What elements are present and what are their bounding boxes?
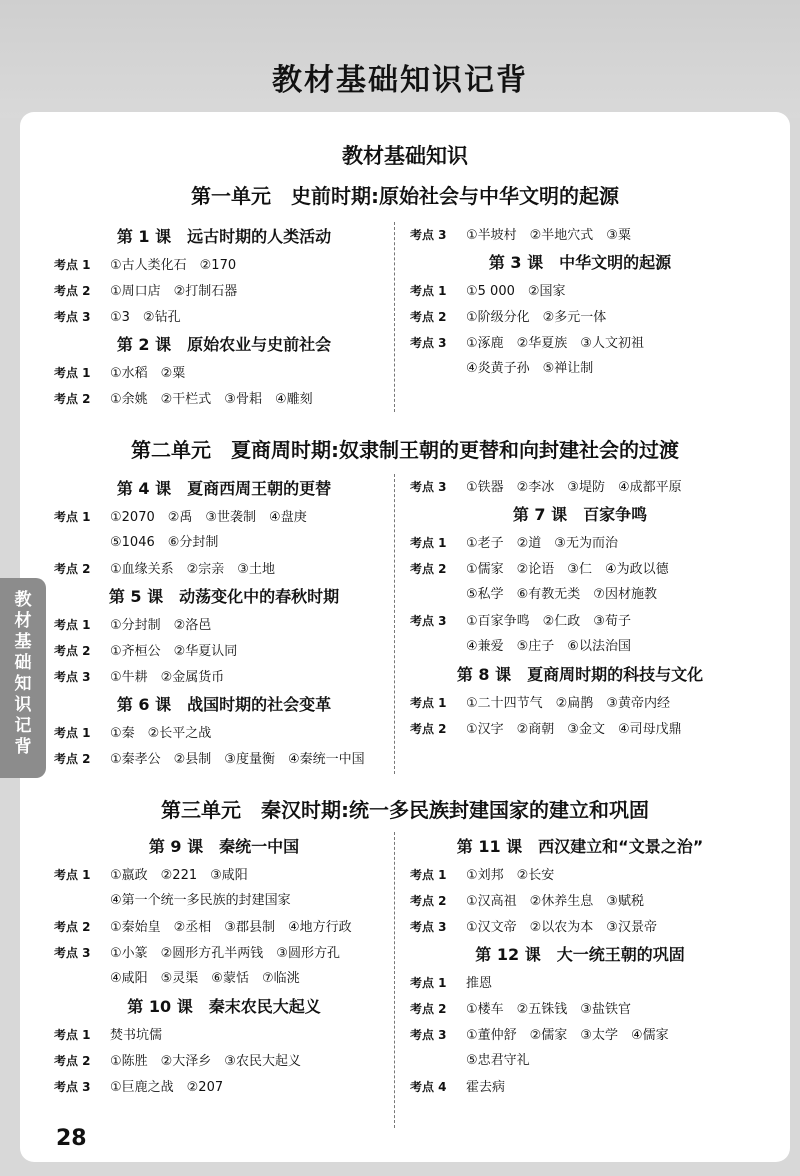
answer-row (410, 582, 750, 608)
lesson-title: 第 8 课 夏商周时期的科技与文化 (456, 665, 704, 684)
answer-row (54, 1022, 394, 1048)
banner-title: 教材基础知识记背 (272, 63, 528, 98)
side-tab-char: 础 (14, 653, 32, 673)
kaodian-label: 考点 2 (410, 1002, 447, 1016)
page-number: 28 (56, 1126, 87, 1151)
answer-row (410, 690, 750, 716)
lesson-title: 第 9 课 秦统一中国 (148, 837, 300, 856)
answer-row (54, 720, 394, 746)
answer-row (410, 996, 750, 1022)
kaodian-label: 考点 3 (410, 336, 447, 350)
answer-text: ①阶级分化 ②多元一体 (466, 310, 607, 325)
kaodian-label: 考点 1 (54, 510, 91, 524)
kaodian-label: 考点 3 (410, 920, 447, 934)
answer-row (410, 634, 750, 660)
kaodian-label: 考点 1 (54, 726, 91, 740)
lesson-title: 第 3 课 中华文明的起源 (488, 253, 672, 272)
kaodian-label: 考点 1 (410, 976, 447, 990)
answer-row (54, 556, 394, 582)
side-tab-char: 基 (14, 632, 32, 652)
answer-text: ①秦始皇 ②丞相 ③郡县制 ④地方行政 (110, 920, 352, 935)
answer-row (54, 360, 394, 386)
answer-text: ①秦孝公 ②县制 ③度量衡 ④秦统一中国 (110, 752, 365, 767)
answer-row (54, 252, 394, 278)
answer-text: ①余姚 ②干栏式 ③骨耜 ④雕刻 (110, 392, 313, 407)
kaodian-label: 考点 2 (410, 310, 447, 324)
lesson-title: 第 4 课 夏商西周王朝的更替 (116, 479, 332, 498)
kaodian-label: 考点 2 (54, 644, 91, 658)
answer-text: ①分封制 ②洛邑 (110, 618, 212, 633)
answer-row (410, 330, 750, 356)
lesson-title: 第 1 课 远古时期的人类活动 (116, 227, 332, 246)
answer-row (54, 966, 394, 992)
kaodian-label: 考点 2 (54, 1054, 91, 1068)
lesson-title: 第 7 课 百家争鸣 (512, 505, 648, 524)
answer-text: ①汉字 ②商朝 ③金文 ④司母戊鼎 (466, 722, 682, 737)
answer-text: ①嬴政 ②221 ③咸阳 (110, 868, 248, 883)
unit-2-right-column (410, 474, 750, 742)
answer-row (54, 862, 394, 888)
answer-text: ①5 000 ②国家 (466, 284, 566, 299)
side-tab-label (10, 590, 36, 758)
answer-text: ①3 ②钻孔 (110, 310, 181, 325)
kaodian-label: 考点 4 (410, 1080, 447, 1094)
answer-row (410, 278, 750, 304)
answer-row (410, 356, 750, 382)
answer-text: ①2070 ②禹 ③世袭制 ④盘庚 (110, 510, 307, 525)
answer-row (54, 530, 394, 556)
kaodian-label: 考点 2 (410, 894, 447, 908)
answer-text: ①汉高祖 ②休养生息 ③赋税 (466, 894, 644, 909)
answer-text: ④咸阳 ⑤灵渠 ⑥蒙恬 ⑦临洮 (110, 971, 300, 986)
answer-text: 推恩 (466, 976, 493, 991)
kaodian-label: 考点 1 (410, 868, 447, 882)
answer-row (410, 862, 750, 888)
answer-text: ①楼车 ②五铢钱 ③盐铁官 (466, 1002, 631, 1017)
side-tab-char: 知 (14, 674, 32, 694)
kaodian-label: 考点 2 (410, 562, 447, 576)
answer-text: ④兼爱 ⑤庄子 ⑥以法治国 (466, 639, 631, 654)
kaodian-label: 考点 2 (54, 920, 91, 934)
answer-row (410, 914, 750, 940)
lesson-title: 第 6 课 战国时期的社会变革 (116, 695, 332, 714)
answer-row (54, 612, 394, 638)
kaodian-label: 考点 2 (410, 722, 447, 736)
unit-1-title: 第一单元 史前时期:原始社会与中华文明的起源 (191, 184, 619, 208)
kaodian-label: 考点 1 (54, 618, 91, 632)
answer-text: ①半坡村 ②半地穴式 ③粟 (466, 228, 631, 243)
answer-text: ①小篆 ②圆形方孔半两钱 ③圆形方孔 (110, 946, 340, 961)
answer-row (54, 278, 394, 304)
answer-text: ①周口店 ②打制石器 (110, 284, 238, 299)
answer-text: ①古人类化石 ②170 (110, 258, 237, 273)
column-divider (394, 832, 395, 1128)
answer-row (410, 1074, 750, 1100)
answer-row (410, 608, 750, 634)
unit-2-title: 第二单元 夏商周时期:奴隶制王朝的更替和向封建社会的过渡 (131, 438, 679, 462)
kaodian-label: 考点 3 (410, 614, 447, 628)
lesson-title: 第 11 课 西汉建立和“文景之治” (456, 837, 704, 856)
answer-row (410, 556, 750, 582)
kaodian-label: 考点 1 (410, 696, 447, 710)
answer-row (410, 716, 750, 742)
answer-text: ①百家争鸣 ②仁政 ③荀子 (466, 614, 631, 629)
side-tab-char: 记 (14, 716, 32, 736)
answer-row (54, 664, 394, 690)
answer-text: ①血缘关系 ②宗亲 ③土地 (110, 562, 275, 577)
kaodian-label: 考点 3 (410, 480, 447, 494)
answer-text: ①儒家 ②论语 ③仁 ④为政以德 (466, 562, 669, 577)
kaodian-label: 考点 3 (410, 228, 447, 242)
kaodian-label: 考点 3 (54, 946, 91, 960)
side-tab-char: 材 (14, 611, 32, 631)
kaodian-label: 考点 1 (54, 366, 91, 380)
kaodian-label: 考点 3 (54, 310, 91, 324)
column-divider (394, 474, 395, 774)
answer-text: ①牛耕 ②金属货币 (110, 670, 225, 685)
kaodian-label: 考点 2 (54, 284, 91, 298)
answer-row (54, 304, 394, 330)
answer-text: ④炎黄子孙 ⑤禅让制 (466, 361, 594, 376)
lesson-title: 第 5 课 动荡变化中的春秋时期 (108, 587, 340, 606)
answer-row (410, 888, 750, 914)
answer-text: ①铁器 ②李冰 ③堤防 ④成都平原 (466, 480, 682, 495)
answer-text: ①刘邦 ②长安 (466, 868, 555, 883)
answer-row (54, 1074, 394, 1100)
answer-text: ①巨鹿之战 ②207 (110, 1080, 224, 1095)
answer-text: ①水稻 ②粟 (110, 366, 186, 381)
column-divider (394, 222, 395, 412)
answer-row (54, 386, 394, 412)
section-title: 教材基础知识 (342, 144, 468, 168)
answer-text: ①陈胜 ②大泽乡 ③农民大起义 (110, 1054, 301, 1069)
kaodian-label: 考点 2 (54, 392, 91, 406)
answer-text: ①老子 ②道 ③无为而治 (466, 536, 618, 551)
answer-row (54, 914, 394, 940)
answer-text: ①涿鹿 ②华夏族 ③人文初祖 (466, 336, 644, 351)
unit-3-title: 第三单元 秦汉时期:统一多民族封建国家的建立和巩固 (161, 798, 649, 822)
answer-text: ⑤1046 ⑥分封制 (110, 535, 219, 550)
unit-2-left-column (54, 474, 394, 772)
side-tab-char: 教 (14, 590, 32, 610)
answer-text: ①秦 ②长平之战 (110, 726, 212, 741)
kaodian-label: 考点 1 (410, 536, 447, 550)
answer-text: ①齐桓公 ②华夏认同 (110, 644, 238, 659)
answer-text: ①汉文帝 ②以农为本 ③汉景帝 (466, 920, 657, 935)
answer-row (410, 222, 750, 248)
answer-text: 霍去病 (466, 1080, 506, 1095)
answer-row (54, 746, 394, 772)
answer-text: ⑤私学 ⑥有教无类 ⑦因材施教 (466, 587, 657, 602)
answer-row (54, 638, 394, 664)
answer-row (54, 888, 394, 914)
lesson-title: 第 10 课 秦末农民大起义 (127, 997, 321, 1016)
kaodian-label: 考点 1 (54, 258, 91, 272)
answer-text: ①董仲舒 ②儒家 ③太学 ④儒家 (466, 1028, 669, 1043)
kaodian-label: 考点 2 (54, 562, 91, 576)
kaodian-label: 考点 3 (54, 670, 91, 684)
side-tab-char: 背 (14, 737, 32, 757)
answer-text: ⑤忠君守礼 (466, 1053, 530, 1068)
answer-row (410, 474, 750, 500)
unit-3-left-column (54, 832, 394, 1100)
answer-row (410, 1022, 750, 1048)
answer-text: 焚书坑儒 (110, 1028, 163, 1043)
unit-1-left-column (54, 222, 394, 412)
answer-row (410, 530, 750, 556)
kaodian-label: 考点 1 (54, 868, 91, 882)
side-tab-char: 识 (14, 695, 32, 715)
lesson-title: 第 2 课 原始农业与史前社会 (116, 335, 332, 354)
kaodian-label: 考点 1 (410, 284, 447, 298)
answer-row (410, 970, 750, 996)
kaodian-label: 考点 3 (410, 1028, 447, 1042)
answer-row (410, 304, 750, 330)
kaodian-label: 考点 2 (54, 752, 91, 766)
kaodian-label: 考点 1 (54, 1028, 91, 1042)
kaodian-label: 考点 3 (54, 1080, 91, 1094)
answer-row (54, 940, 394, 966)
answer-text: ①二十四节气 ②扁鹊 ③黄帝内经 (466, 696, 670, 711)
answer-row (54, 1048, 394, 1074)
answer-row (410, 1048, 750, 1074)
answer-row (54, 504, 394, 530)
unit-1-right-column (410, 222, 750, 382)
lesson-title: 第 12 课 大一统王朝的巩固 (475, 945, 685, 964)
unit-3-right-column (410, 832, 750, 1100)
answer-text: ④第一个统一多民族的封建国家 (110, 893, 291, 908)
